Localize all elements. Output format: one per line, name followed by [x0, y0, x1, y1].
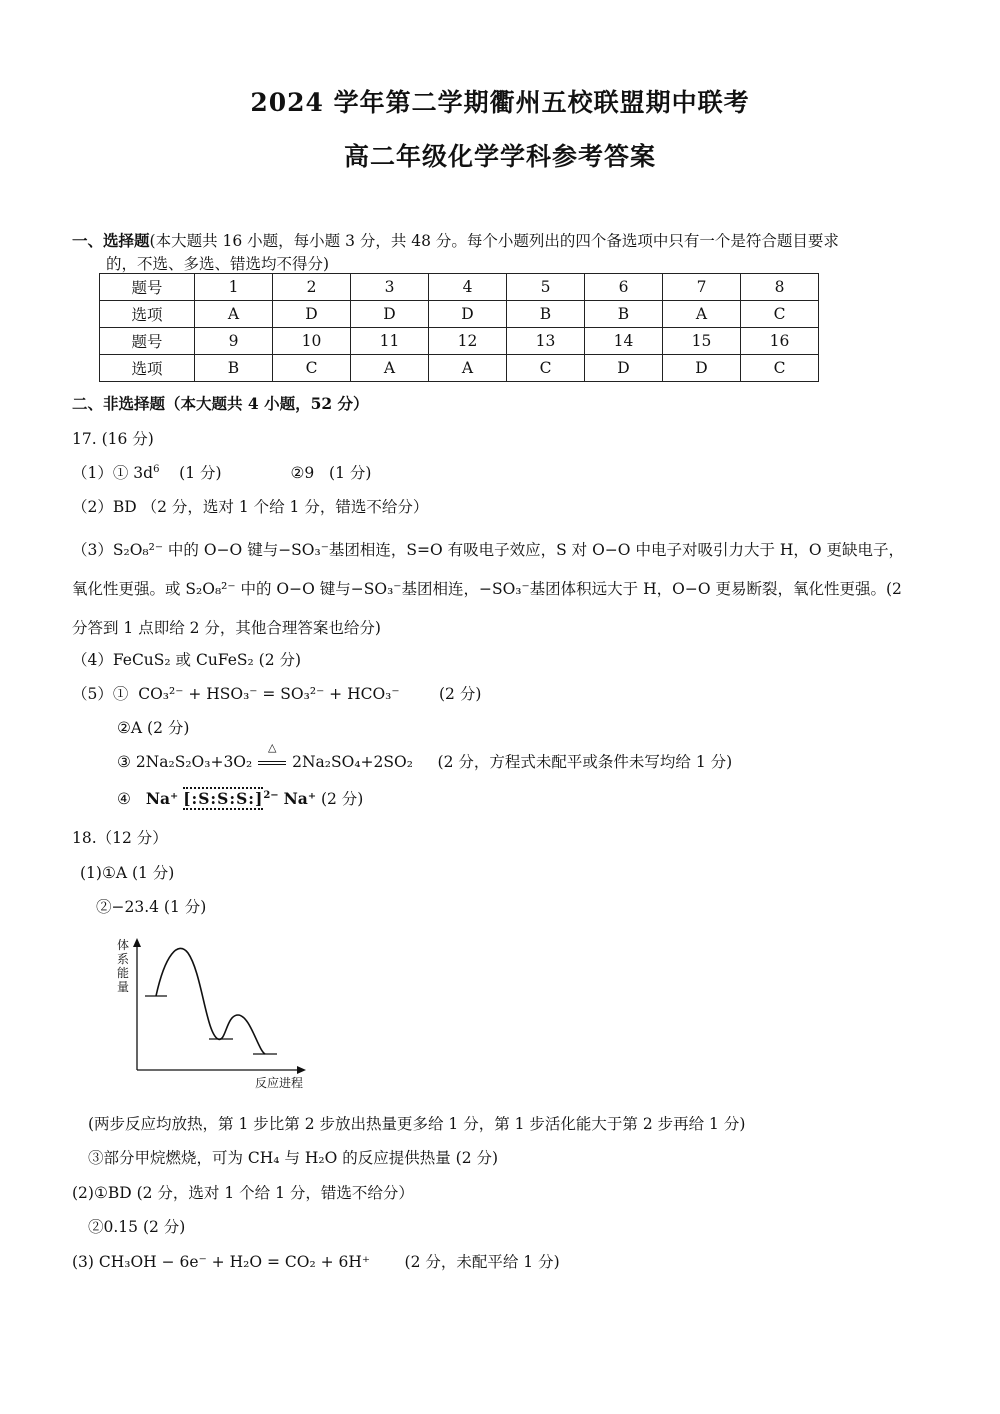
answer-table-row	[100, 301, 819, 328]
section1-heading: 一、选择题	[72, 231, 150, 250]
answer-table-cell: C	[741, 355, 819, 382]
q17-part5-1: （5）① CO₃²⁻ + HSO₃⁻ = SO₃²⁻ + HCO₃⁻ (2 分)	[72, 685, 482, 703]
y-axis-label: 体系能量	[117, 938, 130, 994]
answer-table-cell: 3	[351, 274, 429, 301]
answer-table-cell: C	[273, 355, 351, 382]
heat-condition: △	[267, 741, 277, 754]
sodium-ion-2: Na⁺	[283, 789, 317, 808]
answer-table-row-label: 题号	[100, 274, 195, 301]
answer-table-cell: A	[663, 301, 741, 328]
answer-table-cell: 15	[663, 328, 741, 355]
y-axis-arrow	[133, 938, 141, 947]
q18-note: (两步反应均放热，第 1 步比第 2 步放出热量更多给 1 分，第 1 步活化能大于第 2 步再给 1 分)	[88, 1115, 746, 1133]
q17-part5-3	[117, 741, 733, 772]
q17-part1	[72, 461, 371, 483]
answer-table-cell: A	[351, 355, 429, 382]
answer-table-cell: A	[429, 355, 507, 382]
q18-header: 18.（12 分）	[72, 829, 168, 847]
answer-table-cell: 12	[429, 328, 507, 355]
answer-table-row-label: 选项	[100, 301, 195, 328]
section1-intro	[72, 229, 839, 251]
answer-table-cell: 14	[585, 328, 663, 355]
x-axis-label: 反应进程	[255, 1076, 304, 1090]
q17-part4: （4）FeCuS₂ 或 CuFeS₂ (2 分)	[72, 651, 302, 669]
answer-table-cell: 7	[663, 274, 741, 301]
q17-part5-4	[117, 787, 363, 809]
answer-table-cell: D	[273, 301, 351, 328]
q17-header: 17. (16 分)	[72, 430, 154, 448]
q17-part3-line3: 分答到 1 点即给 2 分，其他合理答案也给分)	[72, 619, 381, 637]
q17-part2: （2）BD （2 分，选对 1 个给 1 分，错选不给分）	[72, 498, 429, 516]
q17-part5-2: ②A (2 分)	[117, 719, 190, 737]
answer-table-cell: 9	[195, 328, 273, 355]
q18-part1-1: (1)①A (1 分)	[80, 864, 175, 882]
answer-table-row-label: 题号	[100, 328, 195, 355]
polysulfide-electron-formula: [:S:S:S:]	[183, 789, 264, 808]
energy-profile-diagram	[110, 935, 320, 1095]
q17-part5-4-score: (2 分)	[320, 790, 364, 808]
answer-table-cell: C	[507, 355, 585, 382]
answer-table-cell: D	[429, 301, 507, 328]
page-title: 2024 学年第二学期衢州五校联盟期中联考	[250, 88, 750, 117]
q17-part1-sup: 6	[153, 463, 160, 475]
answer-table-cell: 13	[507, 328, 585, 355]
section2-heading: 二、非选择题（本大题共 4 小题，52 分）	[72, 394, 369, 413]
answer-table-cell: 1	[195, 274, 273, 301]
answer-table-cell: D	[663, 355, 741, 382]
answer-table-cell: D	[351, 301, 429, 328]
sodium-ion-1: Na⁺	[145, 789, 179, 808]
answer-table-cell: 2	[273, 274, 351, 301]
answer-table-row-label: 选项	[100, 355, 195, 382]
answer-table-cell: B	[585, 301, 663, 328]
answer-table-cell: 11	[351, 328, 429, 355]
answer-table	[99, 273, 819, 382]
q17-equation-left: ③ 2Na₂S₂O₃+3O₂	[117, 753, 253, 771]
q17-part1-b: (1 分) ②9 (1 分)	[159, 464, 372, 482]
answer-table-cell: 10	[273, 328, 351, 355]
energy-curve	[156, 948, 265, 1054]
answer-table-row	[100, 328, 819, 355]
answer-table-row	[100, 355, 819, 382]
answer-table-row	[100, 274, 819, 301]
reaction-arrow	[257, 741, 287, 771]
answer-table-cell: B	[195, 355, 273, 382]
answer-table-cell: 4	[429, 274, 507, 301]
answer-table-cell: D	[585, 355, 663, 382]
q17-part3-line2: 氧化性更强。或 S₂O₈²⁻ 中的 O−O 键与−SO₃⁻基团相连，−SO₃⁻基团体积远大于 H，O−O 更易断裂，氧化性更强。(2	[72, 580, 902, 598]
answer-table-cell: 8	[741, 274, 819, 301]
ion-charge: 2−	[263, 789, 279, 801]
section1-desc2: 的，不选、多选、错选均不得分)	[106, 255, 330, 273]
x-axis-arrow	[297, 1066, 306, 1074]
q17-part5-4-num: ④	[117, 790, 131, 808]
q18-part2-2: ②0.15 (2 分)	[88, 1218, 186, 1236]
answer-table-cell: 5	[507, 274, 585, 301]
q17-part1-a: （1）① 3d	[72, 464, 154, 482]
answer-table-cell: 6	[585, 274, 663, 301]
q18-part3: (3) CH₃OH − 6e⁻ + H₂O = CO₂ + 6H⁺ (2 分，未配平给 1 分)	[72, 1253, 560, 1271]
answer-table-cell: B	[507, 301, 585, 328]
q17-equation-right: 2Na₂SO₄+2SO₂ (2 分，方程式未配平或条件未写均给 1 分)	[292, 753, 733, 771]
answer-table-cell: C	[741, 301, 819, 328]
q18-part2-1: (2)①BD (2 分，选对 1 个给 1 分，错选不给分）	[72, 1184, 414, 1202]
page-subtitle: 高二年级化学学科参考答案	[343, 142, 656, 171]
q17-part3-line1: （3）S₂O₈²⁻ 中的 O−O 键与−SO₃⁻基团相连，S=O 有吸电子效应，S 对 O−O 中电子对吸引力大于 H，O 更缺电子，	[72, 541, 905, 559]
q18-part1-3: ③部分甲烷燃烧，可为 CH₄ 与 H₂O 的反应提供热量 (2 分)	[88, 1149, 499, 1167]
answer-table-cell: 16	[741, 328, 819, 355]
section1-desc: (本大题共 16 小题，每小题 3 分，共 48 分。每个小题列出的四个备选项中只有一个是符合题目要求	[149, 232, 839, 250]
q18-part1-2: ②−23.4 (1 分)	[96, 898, 207, 916]
answer-table-cell: A	[195, 301, 273, 328]
